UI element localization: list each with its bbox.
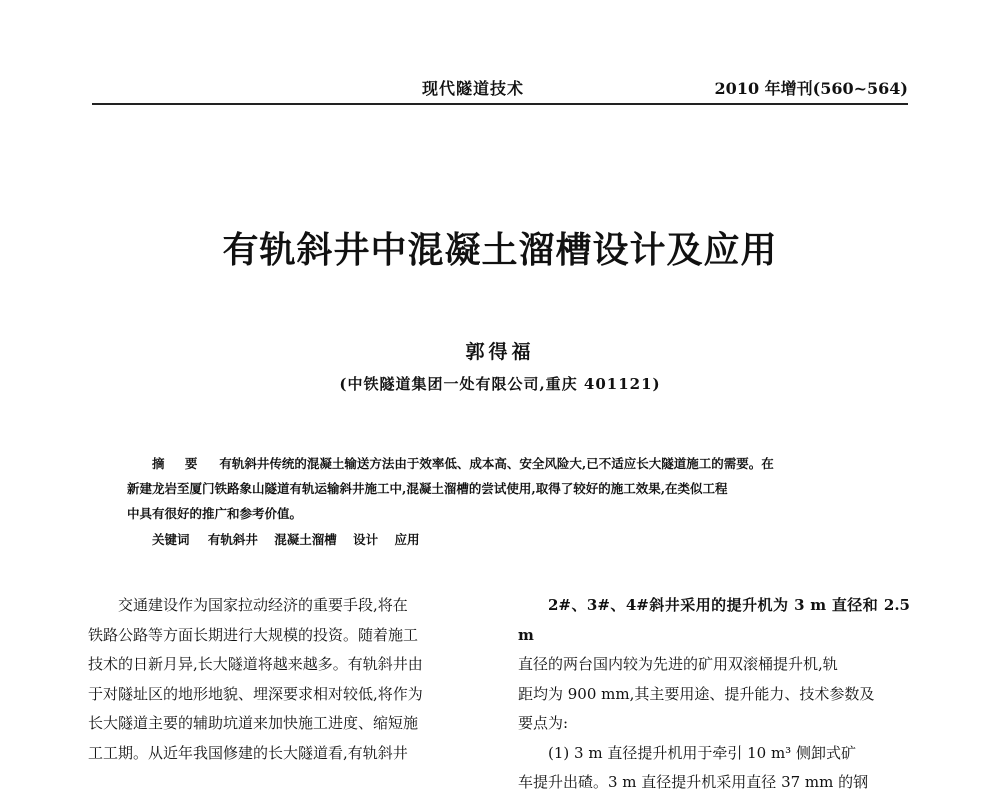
- keyword: 应用: [394, 532, 420, 547]
- body-column-left: [88, 591, 480, 768]
- body-line: 铁路公路等方面长期进行大规模的投资。随着施工: [88, 625, 419, 644]
- body-line: 于对隧址区的地形地貌、埋深要求相对较低,将作为: [88, 684, 423, 703]
- body-line: 2#、3#、4#斜井采用的提升机为 3 m 直径和 2.5 m: [518, 596, 910, 644]
- paper-title: 有轨斜井中混凝土溜槽设计及应用: [222, 229, 778, 271]
- body-line: 长大隧道主要的辅助坑道来加快施工进度、缩短施: [88, 714, 419, 732]
- issue-info: 2010 年增刊(560~564): [714, 79, 908, 98]
- keywords: [152, 530, 872, 550]
- author-affiliation: (中铁隧道集团一处有限公司,重庆 401121): [339, 375, 661, 393]
- body-line: 交通建设作为国家拉动经济的重要手段,将在: [118, 596, 408, 614]
- body-line: 工工期。从近年我国修建的长大隧道看,有轨斜井: [88, 743, 408, 762]
- keywords-label: 关键词: [152, 532, 190, 547]
- abstract: [127, 451, 872, 526]
- body-line: 直径的两台国内较为先进的矿用双滚桶提升机,轨: [518, 655, 838, 673]
- header-rule: [92, 103, 908, 105]
- journal-name: 现代隧道技术: [422, 79, 525, 98]
- keyword: 有轨斜井: [207, 532, 258, 547]
- author-name: 郭得福: [465, 341, 535, 363]
- abstract-line-1: [152, 451, 872, 476]
- body-line: 要点为:: [518, 714, 569, 732]
- body-line: 车提升出碴。3 m 直径提升机采用直径 37 mm 的钢: [518, 773, 869, 791]
- abstract-line-3: 中具有很好的推广和参考价值。: [127, 506, 303, 521]
- body-line: (1) 3 m 直径提升机用于牵引 10 m³ 侧卸式矿: [548, 743, 856, 762]
- body-line: 距均为 900 mm,其主要用途、提升能力、技术参数及: [518, 684, 875, 703]
- abstract-label: 摘 要: [152, 456, 206, 471]
- keyword: 混凝土溜槽: [274, 532, 337, 547]
- running-header: [92, 76, 908, 104]
- body-column-right: [518, 591, 910, 798]
- body-line: 技术的日新月异,长大隧道将越来越多。有轨斜井由: [88, 655, 423, 673]
- abstract-text-1: 有轨斜井传统的混凝土输送方法由于效率低、成本高、安全风险大,已不适应长大隧道施工的需要。在: [219, 456, 774, 471]
- abstract-line-2: 新建龙岩至厦门铁路象山隧道有轨运输斜井施工中,混凝土溜槽的尝试使用,取得了较好的施工效果,在类似工程: [127, 481, 728, 496]
- keyword: 设计: [353, 532, 379, 547]
